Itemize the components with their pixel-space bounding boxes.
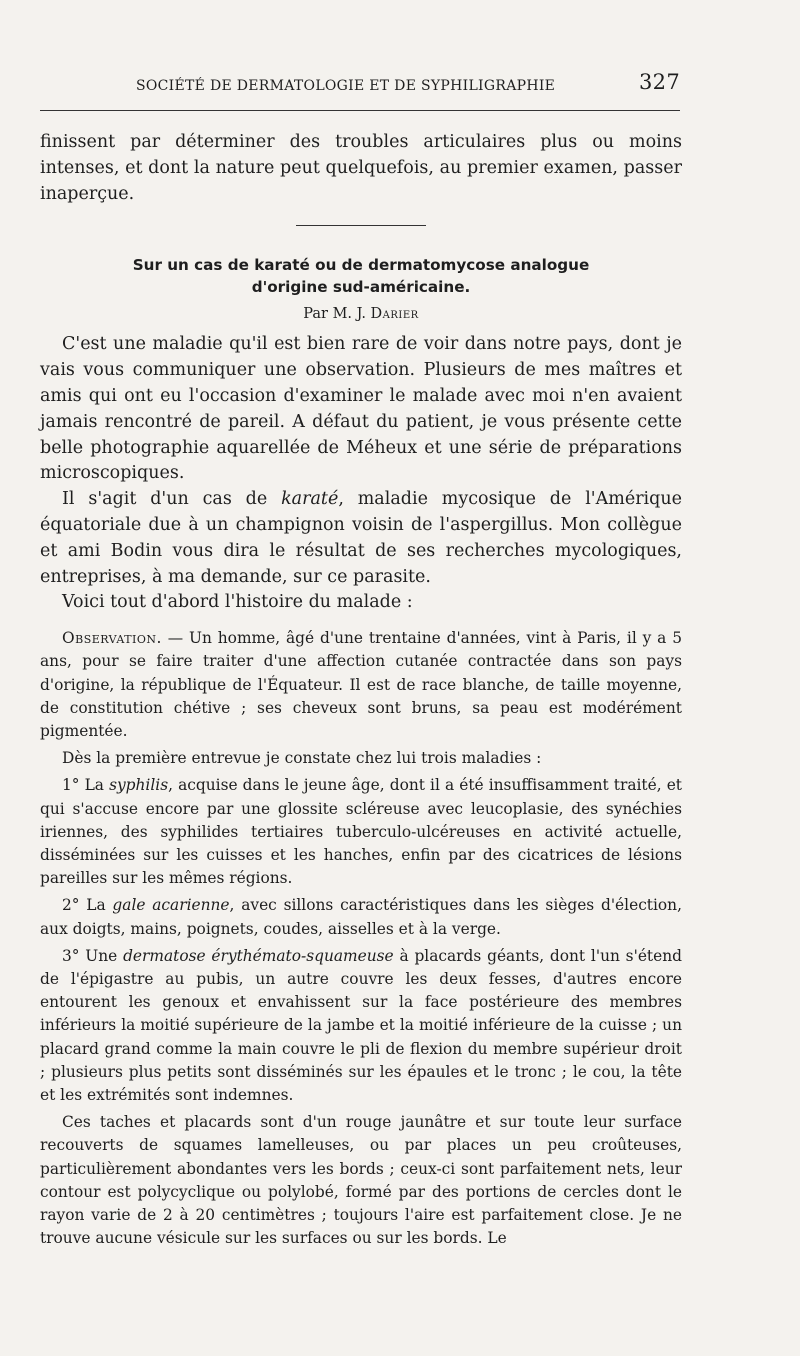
paragraph-intro: C'est une maladie qu'il est bien rare de voir dans notre pays, dont je vais vous communiquer une observation. Plusieurs de mes maîtres et amis qui ont eu l'occasion d'examiner le malade avec moi n'en avaient jamais rencontré de pareil. A défaut du patient, je vous présente cette belle photographie aquarellée de Méheux et une série de préparations microscopiques.: [40, 334, 682, 484]
page-number: 327: [639, 70, 680, 94]
paragraph-plaques: Ces taches et placards sont d'un rouge jaunâtre et sur toute leur surface recouverts de squames lamelleuses, ou par places un peu croûteuses, particulièrement abondantes vers les bords ; ceux-ci sont parfaitement nets, leur contour est polycyclique ou polylobé, formé par des portions de cercles dont le rayon varie de 2 à 20 centimètres ; toujours l'aire est parfaitement close. Je ne trouve aucune vésicule sur les surfaces ou sur les bords. Le: [40, 1113, 682, 1248]
paragraph-three-diseases: Dès la première entrevue je constate chez lui trois maladies :: [62, 749, 542, 768]
p6-text-b: , avec sillons caractéristiques dans les sièges d'élection, aux doigts, mains, poignets, coudes, aisselles et à la verge.: [40, 896, 682, 938]
p2-text-b: , maladie mycosique de l'Amérique équatoriale due à un champignon voisin de l'aspergillus. Mon collègue et ami Bodin vous dira le résultat de ses recherches mycologiques, entreprises, à ma demande, sur ce parasite.: [40, 489, 682, 587]
author-name: Darier: [370, 306, 419, 323]
p7-text-b: à placards géants, dont l'un s'étend de l'épigastre au pubis, un autre couvre les deux fesses, d'autres encore entourent les genoux et envahissent sur la face postérieure des membres inférieurs la moitié supérieure de la jambe et la moitié inférieure de la cuisse ; un placard grand comme la main couvre le pli de flexion du membre supérieur droit ; plusieurs plus petits sont disséminés sur les épaules et le tronc ; le cou, la tête et les extrémités sont indemnes.: [40, 946, 682, 1105]
title-line-2: d'origine sud-américaine.: [251, 278, 471, 297]
header-rule: [40, 110, 680, 111]
article-title: [40, 254, 682, 298]
running-title: SOCIÉTÉ DE DERMATOLOGIE ET DE SYPHILIGRAPHIE: [136, 78, 556, 94]
observation-paragraph: [40, 627, 682, 743]
section-separator: [296, 225, 426, 226]
p7-text-a: 3° Une: [62, 946, 118, 965]
syphilis-term: syphilis: [109, 776, 169, 795]
continued-paragraph: finissent par déterminer des troubles articulaires plus ou moins intenses, et dont la nature peut quelquefois, au premier examen, passer inaperçue.: [40, 132, 682, 204]
p2-text-a: Il s'agit d'un cas de: [62, 489, 268, 510]
observation-text: — Un homme, âgé d'une trentaine d'années, vint à Paris, il y a 5 ans, pour se faire traiter d'une affection cutanée contractée dans son pays d'origine, la république de l'Équateur. Il est de race blanche, de taille moyenne, de constitution chétive ; ses cheveux sont bruns, sa peau est modérément pigmentée.: [40, 629, 682, 740]
paragraph-gale: [40, 894, 682, 940]
p5-text-a: 1° La: [62, 776, 104, 795]
paragraph-dermatose: [40, 945, 682, 1107]
gale-term: gale acarienne: [112, 896, 230, 915]
article-body: [40, 130, 682, 1250]
author-byline: [40, 306, 682, 322]
title-line-1: Sur un cas de karaté ou de dermatomycose analogue: [132, 256, 590, 275]
paragraph-history: Voici tout d'abord l'histoire du malade :: [62, 592, 413, 613]
p5-text-b: , acquise dans le jeune âge, dont il a été insuffisamment traité, et qui s'accuse encore par une glossite scléreuse avec leucoplasie, des synéchies iriennes, des syphilides tertiaires tuberculo-ulcéreuses en activité actuelle, disséminées sur les cuisses et les hanches, enfin par des cicatrices de lésions pareilles sur les mêmes régions.: [40, 776, 682, 888]
p6-text-a: 2° La: [62, 896, 106, 915]
paragraph-syphilis: [40, 774, 682, 890]
paragraph-karate: [40, 487, 682, 590]
dermatose-term: dermatose érythémato-squameuse: [123, 946, 394, 965]
karate-term: karaté: [281, 489, 339, 510]
byline-prefix: Par M. J.: [303, 306, 366, 323]
observation-label: Observation.: [62, 629, 162, 648]
